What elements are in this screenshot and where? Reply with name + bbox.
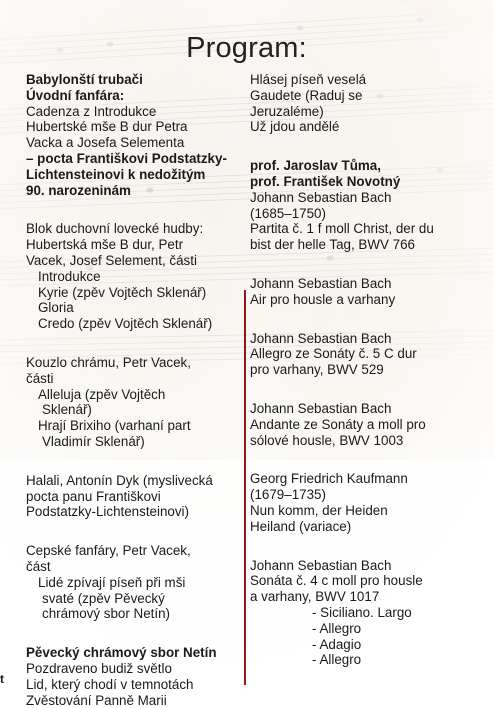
program-line: Kouzlo chrámu, Petr Vacek, [26,355,248,371]
program-line: Vladimír Sklenář) [26,434,248,450]
program-line: Introdukce [26,269,248,285]
program-line: Lichtensteinovi k nedožitým [26,167,248,183]
program-line: Vacek, Josef Selement, části [26,253,248,269]
program-line: Pozdraveno budiž světlo [26,661,248,677]
section-cepske-fanfary [26,543,248,622]
program-line: Lid, který chodí v temnotách [26,677,248,693]
program-line: (1679–1735) [250,487,475,503]
program-line: a varhany, BWV 1017 [250,589,475,605]
program-line: - Allegro [250,621,475,637]
section-bach-air [250,276,475,308]
section-bach-andante [250,401,475,448]
section-opening-fanfare [26,72,248,198]
program-line: Už jdou andělé [250,119,475,135]
section-kouzlo-chramu [26,355,248,450]
program-line: Andante ze Sonáty a moll pro [250,417,475,433]
section-spiritual-hunting-music [26,221,248,332]
program-line: Kyrie (zpěv Vojtěch Sklenář) [26,285,248,301]
section-choir-songs [250,72,475,135]
program-line: svaté (zpěv Pěvecký [26,591,248,607]
program-line: Partita č. 1 f moll Christ, der du [250,221,475,237]
section-halali [26,473,248,520]
section-choir [26,645,248,708]
program-line: Allegro ze Sonáty č. 5 C dur [250,346,475,362]
program-line: Gloria [26,300,248,316]
program-line: Hubertské mše B dur Petra [26,119,248,135]
program-line: 90. narozeninám [26,183,248,199]
program-line: - Allegro [250,652,475,668]
program-line: Nun komm, der Heiden [250,503,475,519]
program-line: - Adagio [250,637,475,653]
program-line: – pocta Františkovi Podstatzky- [26,151,248,167]
program-line: sólové housle, BWV 1003 [250,433,475,449]
program-line: Vacka a Josefa Selementa [26,135,248,151]
program-line: bist der helle Tag, BWV 766 [250,237,475,253]
program-line: Úvodní fanfára: [26,88,248,104]
program-line: Heiland (variace) [250,519,475,535]
program-right-column [250,72,475,668]
program-left-column [26,72,248,708]
program-line: Sonáta č. 4 c moll pro housle [250,573,475,589]
program-line: Jeruzaléme) [250,104,475,120]
program-line: Johann Sebastian Bach [250,276,475,292]
program-line: Johann Sebastian Bach [250,190,475,206]
section-kaufmann [250,471,475,534]
program-line: (1685–1750) [250,206,475,222]
program-line: Air pro housle a varhany [250,292,475,308]
program-line: Podstatzky-Lichtensteinovi) [26,504,248,520]
program-line: chrámový sbor Netín) [26,606,248,622]
program-line: Halali, Antonín Dyk (myslivecká [26,473,248,489]
program-line: Lidé zpívají píseň při mši [26,575,248,591]
section-performers [250,158,475,253]
corner-mark: t [0,672,4,686]
program-line: Alleluja (zpěv Vojtěch [26,387,248,403]
program-line: pro varhany, BWV 529 [250,362,475,378]
program-line: pocta panu Františkovi [26,489,248,505]
program-line: Hubertská mše B dur, Petr [26,237,248,253]
program-line: Zvěstování Panně Marii [26,693,248,708]
program-line: části [26,371,248,387]
section-bach-sonata [250,558,475,669]
program-line: prof. František Novotný [250,174,475,190]
program-line: Credo (zpěv Vojtěch Sklenář) [26,316,248,332]
program-line: - Siciliano. Largo [250,605,475,621]
program-line: Hrají Brixiho (varhaní part [26,418,248,434]
program-line: Pěvecký chrámový sbor Netín [26,645,248,661]
program-line: Georg Friedrich Kaufmann [250,471,475,487]
program-line: Johann Sebastian Bach [250,331,475,347]
program-line: Babylonští trubači [26,72,248,88]
page-title: Program: [0,32,493,65]
program-line: prof. Jaroslav Tůma, [250,158,475,174]
section-bach-allegro [250,331,475,378]
program-line: Cadenza z Introdukce [26,104,248,120]
program-line: Blok duchovní lovecké hudby: [26,221,248,237]
column-divider [244,290,246,685]
program-line: Cepské fanfáry, Petr Vacek, [26,543,248,559]
program-line: Hlásej píseň veselá [250,72,475,88]
program-line: Johann Sebastian Bach [250,558,475,574]
program-line: část [26,559,248,575]
program-line: Gaudete (Raduj se [250,88,475,104]
program-line: Johann Sebastian Bach [250,401,475,417]
program-line: Sklenář) [26,402,248,418]
